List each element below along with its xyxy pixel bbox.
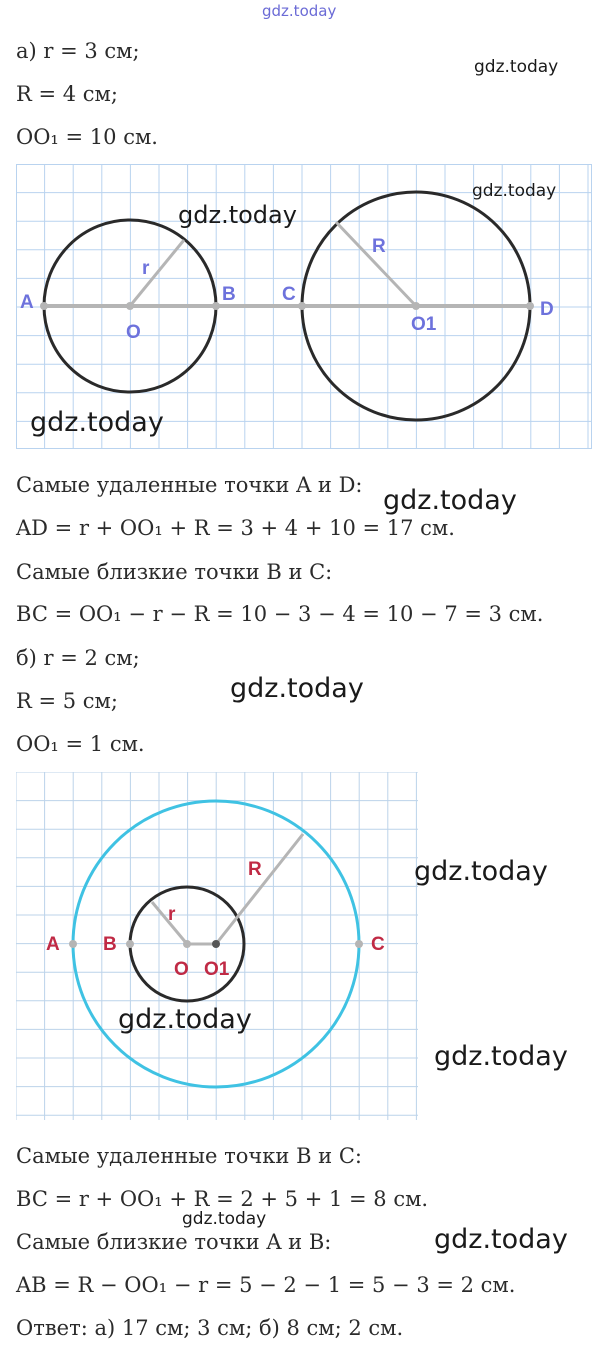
point-C xyxy=(298,302,306,310)
watermark: gdz.today xyxy=(434,1041,568,1072)
point-C-b xyxy=(355,940,363,948)
label-C-b: C xyxy=(371,934,385,955)
given-b-R: R = 5 см; xyxy=(16,689,118,713)
label-R: R xyxy=(372,236,386,257)
watermark: gdz.today xyxy=(230,673,364,704)
label-C: C xyxy=(282,284,296,305)
figure-b xyxy=(16,772,418,1120)
watermark: gdz.today xyxy=(178,201,297,229)
watermark: gdz.today xyxy=(383,485,517,516)
label-B-b: B xyxy=(103,934,117,955)
watermark: gdz.today xyxy=(30,407,164,438)
point-O-b xyxy=(183,940,191,948)
watermark: gdz.today xyxy=(118,1004,252,1035)
given-a-r: а) r = 3 см; xyxy=(16,39,140,63)
label-B: B xyxy=(222,284,236,305)
point-B xyxy=(212,302,220,310)
far-formula-b: BC = r + OO₁ + R = 2 + 5 + 1 = 8 см. xyxy=(16,1187,429,1211)
watermark: gdz.today xyxy=(414,856,548,887)
point-A xyxy=(40,302,48,310)
far-formula-a: AD = r + OO₁ + R = 3 + 4 + 10 = 17 см. xyxy=(16,516,455,540)
far-title-b: Самые удаленные точки B и C: xyxy=(16,1144,362,1168)
label-O1: O1 xyxy=(411,314,437,335)
watermark: gdz.today xyxy=(434,1224,568,1255)
label-R-b: R xyxy=(248,859,262,880)
point-O1-b xyxy=(212,940,220,948)
answer: Ответ: а) 17 см; 3 см; б) 8 см; 2 см. xyxy=(16,1316,404,1340)
near-title-a: Самые близкие точки B и C: xyxy=(16,560,333,584)
label-r-b: r xyxy=(168,904,176,925)
point-B-b xyxy=(126,940,134,948)
label-D: D xyxy=(540,299,554,320)
given-b-r: б) r = 2 см; xyxy=(16,646,140,670)
near-title-b: Самые близкие точки A и B: xyxy=(16,1230,332,1254)
point-O xyxy=(126,302,134,310)
watermark: gdz.today xyxy=(474,57,559,77)
point-D xyxy=(526,302,534,310)
watermark-top: gdz.today xyxy=(262,2,337,20)
label-O: O xyxy=(126,322,141,343)
near-formula-a: BC = OO₁ − r − R = 10 − 3 − 4 = 10 − 7 = 3 см. xyxy=(16,602,544,626)
given-a-OO1: OO₁ = 10 см. xyxy=(16,125,158,149)
given-a-R: R = 4 см; xyxy=(16,82,118,106)
near-formula-b: AB = R − OO₁ − r = 5 − 2 − 1 = 5 − 3 = 2 см. xyxy=(16,1273,516,1297)
label-r: r xyxy=(142,258,150,279)
given-b-OO1: OO₁ = 1 см. xyxy=(16,732,145,756)
label-A-b: A xyxy=(46,934,60,955)
far-title-a: Самые удаленные точки A и D: xyxy=(16,473,363,497)
label-A: A xyxy=(20,292,34,313)
point-A-b xyxy=(69,940,77,948)
watermark: gdz.today xyxy=(182,1209,267,1229)
point-O1 xyxy=(412,302,420,310)
watermark: gdz.today xyxy=(472,181,557,201)
label-O-b: O xyxy=(174,959,189,980)
label-O1-b: O1 xyxy=(204,959,230,980)
